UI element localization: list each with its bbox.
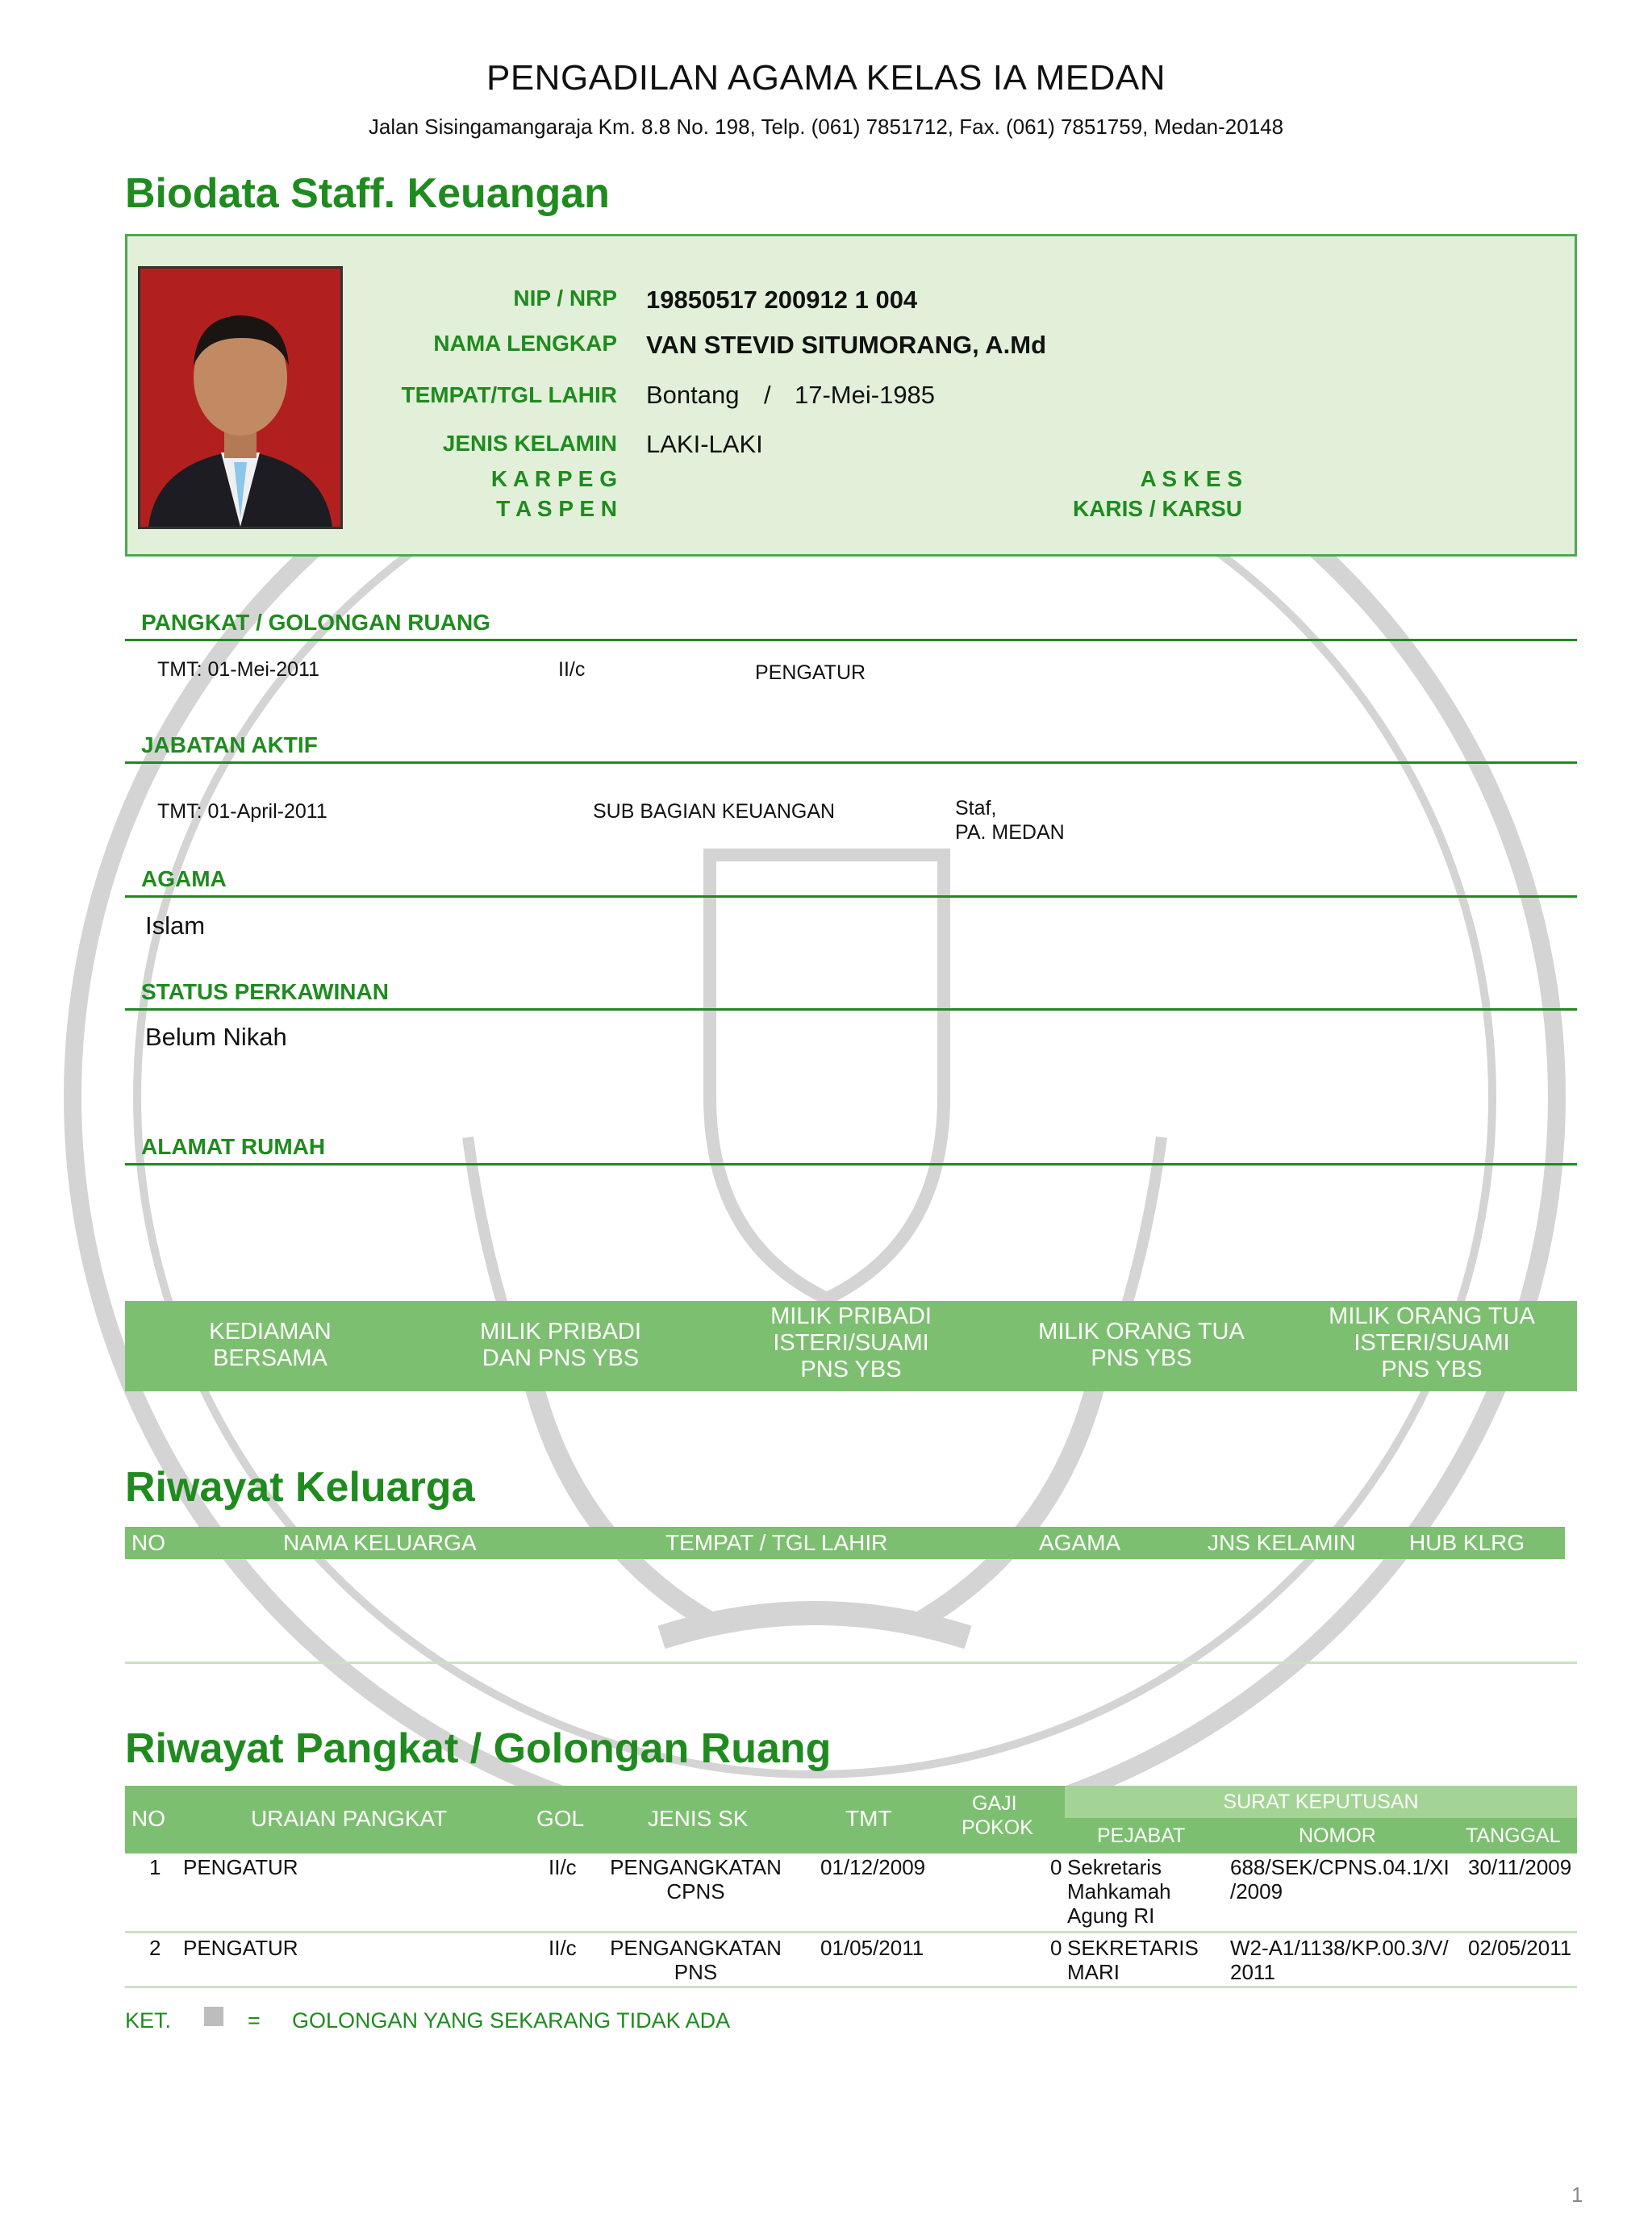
ket-equals: = bbox=[248, 2008, 261, 2033]
col-no: NO bbox=[131, 1530, 165, 1555]
col-jns-kelamin: JNS KELAMIN bbox=[1208, 1530, 1356, 1555]
ttl-separator: / bbox=[764, 381, 771, 409]
biodata-title: Biodata Staff. Keuangan bbox=[125, 170, 610, 217]
divider bbox=[125, 1986, 1577, 1988]
pangkat-table-header bbox=[125, 1786, 1577, 1853]
col-tanggal: TANGGAL bbox=[1466, 1824, 1561, 1847]
pangkat-section-label: PANGKAT / GOLONGAN RUANG bbox=[141, 610, 490, 635]
cell-no: 1 bbox=[149, 1855, 161, 1879]
alamat-option-milik-pribadi-isteri-suami: MILIK PRIBADI ISTERI/SUAMI PNS YBS bbox=[770, 1303, 932, 1382]
cell-pejabat: SEKRETARIS MARI bbox=[1067, 1936, 1199, 1984]
col-no: NO bbox=[131, 1806, 165, 1831]
jabatan-tmt: TMT: 01-April-2011 bbox=[157, 800, 327, 823]
cell-no: 2 bbox=[149, 1936, 161, 1960]
nama-value: VAN STEVID SITUMORANG, A.Md bbox=[646, 331, 1046, 359]
nip-label: NIP / NRP bbox=[513, 286, 617, 311]
pangkat-tmt: TMT: 01-Mei-2011 bbox=[157, 658, 319, 681]
nama-label: NAMA LENGKAP bbox=[433, 331, 617, 356]
riwayat-keluarga-title: Riwayat Keluarga bbox=[125, 1464, 475, 1511]
col-uraian-pangkat: URAIAN PANGKAT bbox=[251, 1806, 448, 1831]
table-row bbox=[125, 1855, 1577, 1934]
agama-value: Islam bbox=[145, 911, 206, 940]
askes-label: A S K E S bbox=[1140, 466, 1242, 491]
col-tempat-tgl-lahir: TEMPAT / TGL LAHIR bbox=[665, 1530, 888, 1555]
karis-karsu-label: KARIS / KARSU bbox=[1072, 496, 1242, 521]
cell-jenis-sk: PENGANGKATAN CPNS bbox=[610, 1855, 782, 1904]
alamat-option-milik-orang-tua-isteri-suami: MILIK ORANG TUA ISTERI/SUAMI PNS YBS bbox=[1329, 1303, 1535, 1382]
pangkat-nama: PENGATUR bbox=[755, 661, 866, 684]
cell-uraian: PENGATUR bbox=[183, 1936, 298, 1960]
page-number: 1 bbox=[1571, 2183, 1583, 2207]
legend-swatch bbox=[204, 2007, 223, 2026]
tgl-lahir-value: 17-Mei-1985 bbox=[795, 381, 936, 409]
cell-uraian: PENGATUR bbox=[183, 1855, 298, 1879]
jenis-kelamin-value: LAKI-LAKI bbox=[646, 430, 763, 458]
divider bbox=[125, 1931, 1577, 1933]
alamat-option-milik-orang-tua: MILIK ORANG TUA PNS YBS bbox=[1038, 1319, 1245, 1371]
karpeg-label: K A R P E G bbox=[490, 466, 617, 491]
cell-gaji: 0 bbox=[1050, 1855, 1062, 1879]
col-tmt: TMT bbox=[845, 1806, 892, 1831]
col-pokok: POKOK bbox=[962, 1816, 1033, 1839]
alamat-status-bar bbox=[125, 1301, 1577, 1391]
office-title: PENGADILAN AGAMA KELAS IA MEDAN bbox=[486, 58, 1166, 98]
divider bbox=[125, 1662, 1577, 1664]
jabatan-section-label: JABATAN AKTIF bbox=[141, 732, 318, 757]
divider bbox=[125, 1163, 1577, 1165]
cell-tmt: 01/12/2009 bbox=[820, 1855, 926, 1879]
col-hub-klrg: HUB KLRG bbox=[1409, 1530, 1525, 1555]
cell-pejabat: Sekretaris Mahkamah Agung RI bbox=[1067, 1855, 1171, 1928]
col-agama: AGAMA bbox=[1039, 1530, 1121, 1555]
office-address: Jalan Sisingamangaraja Km. 8.8 No. 198, Telp. (061) 7851712, Fax. (061) 7851759, Medan-20148 bbox=[368, 115, 1284, 139]
col-gaji: GAJI bbox=[972, 1792, 1017, 1815]
cell-nomor: W2-A1/1138/KP.00.3/V/ 2011 bbox=[1230, 1936, 1449, 1984]
pangkat-golongan: II/c bbox=[558, 658, 586, 681]
col-jenis-sk: JENIS SK bbox=[648, 1806, 749, 1831]
jabatan-satker: PA. MEDAN bbox=[955, 821, 1065, 844]
cell-jenis-sk: PENGANGKATAN PNS bbox=[610, 1936, 782, 1984]
cell-gol: II/c bbox=[549, 1936, 577, 1960]
col-nama-keluarga: NAMA KELUARGA bbox=[283, 1530, 477, 1555]
cell-gol: II/c bbox=[549, 1855, 577, 1879]
status-perkawinan-value: Belum Nikah bbox=[145, 1023, 287, 1051]
alamat-option-milik-pribadi: MILIK PRIBADI DAN PNS YBS bbox=[480, 1319, 641, 1371]
col-nomor: NOMOR bbox=[1299, 1824, 1376, 1847]
col-gol: GOL bbox=[536, 1806, 585, 1831]
table-row bbox=[125, 1936, 1577, 1989]
divider bbox=[125, 639, 1577, 641]
jabatan-nama: Staf, bbox=[955, 797, 997, 819]
col-pejabat: PEJABAT bbox=[1097, 1824, 1186, 1847]
cell-tanggal: 30/11/2009 bbox=[1468, 1855, 1572, 1879]
divider bbox=[125, 895, 1577, 898]
alamat-option-kediaman-bersama: KEDIAMAN BERSAMA bbox=[209, 1319, 332, 1371]
divider bbox=[125, 761, 1577, 764]
keluarga-table-header bbox=[125, 1527, 1565, 1559]
cell-gaji: 0 bbox=[1050, 1936, 1062, 1960]
cell-nomor: 688/SEK/CPNS.04.1/XI /2009 bbox=[1230, 1855, 1450, 1904]
cell-tmt: 01/05/2011 bbox=[820, 1936, 924, 1960]
nip-value: 19850517 200912 1 004 bbox=[646, 286, 918, 314]
cell-tanggal: 02/05/2011 bbox=[1468, 1936, 1572, 1960]
ket-label: KET. bbox=[125, 2008, 172, 2033]
ket-text: GOLONGAN YANG SEKARANG TIDAK ADA bbox=[292, 2008, 731, 2033]
riwayat-pangkat-title: Riwayat Pangkat / Golongan Ruang bbox=[125, 1725, 832, 1772]
divider bbox=[125, 1008, 1577, 1011]
alamat-rumah-label: ALAMAT RUMAH bbox=[141, 1134, 326, 1159]
taspen-label: T A S P E N bbox=[496, 496, 617, 521]
jenis-kelamin-label: JENIS KELAMIN bbox=[442, 431, 617, 456]
col-surat-keputusan: SURAT KEPUTUSAN bbox=[1223, 1791, 1419, 1813]
ttl-label: TEMPAT/TGL LAHIR bbox=[401, 382, 617, 407]
agama-section-label: AGAMA bbox=[141, 866, 227, 891]
tempat-lahir-value: Bontang bbox=[646, 381, 740, 409]
jabatan-unit: SUB BAGIAN KEUANGAN bbox=[593, 800, 836, 823]
status-perkawinan-label: STATUS PERKAWINAN bbox=[141, 979, 389, 1004]
